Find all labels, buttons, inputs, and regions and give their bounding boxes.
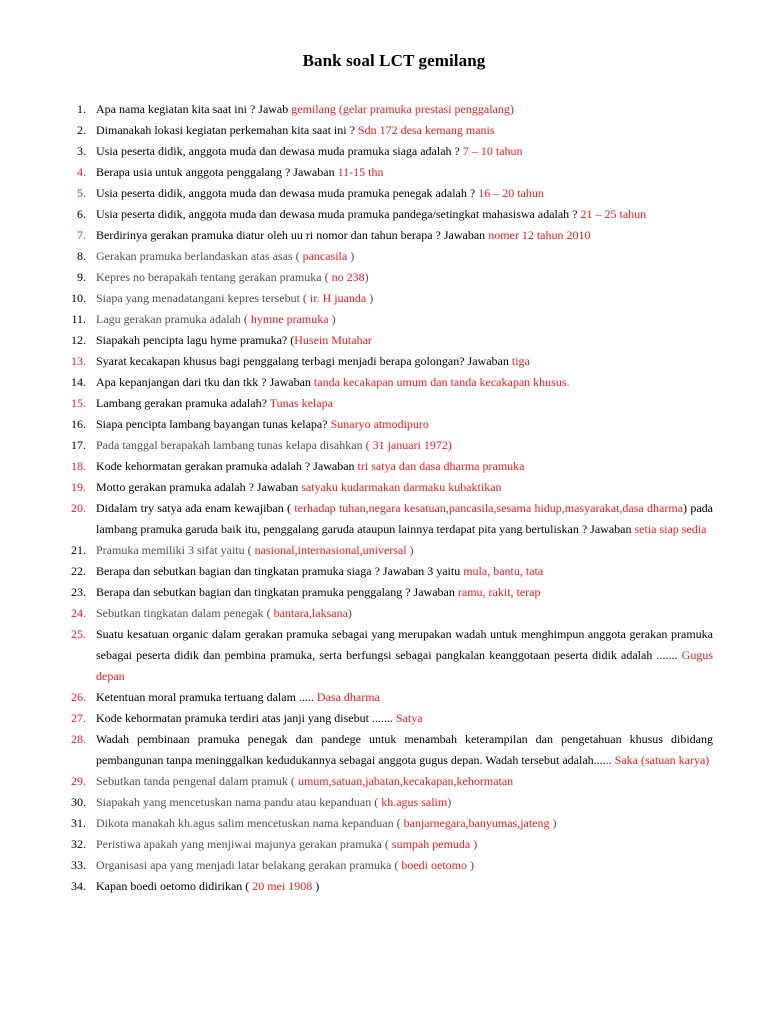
question-item — [0, 414, 768, 435]
answer-text: nasional,internasional,universal — [254, 543, 407, 557]
question-text-tail: ) — [466, 858, 474, 872]
question-item — [0, 120, 768, 141]
question-item — [0, 141, 768, 162]
question-text-tail: ) — [470, 837, 478, 851]
question-number: 12. — [71, 333, 86, 347]
question-item — [0, 456, 768, 477]
question-item — [0, 498, 768, 540]
question-item — [0, 687, 768, 708]
question-text-tail: ) — [364, 270, 369, 284]
answer-text: 16 – 20 tahun — [478, 186, 544, 200]
question-number: 18. — [71, 459, 86, 473]
question-text-tail: ) pada lambang pramuka garuda baik itu, penggalang garuda ataupun lainnya terdapat pita yang bertuliskan ? Jawaban — [96, 501, 713, 536]
question-text: Pramuka memiliki 3 sifat yaitu ( — [96, 543, 255, 557]
question-text: Dimanakah lokasi kegiatan perkemahan kita saat ini ? — [96, 123, 358, 137]
question-number: 25. — [71, 627, 86, 641]
question-text: Siapakah pencipta lagu hyme pramuka? ( — [96, 333, 295, 347]
answer-text: Satya — [395, 711, 423, 725]
answer-text: tiga — [511, 354, 530, 368]
answer-text: sumpah pemuda — [391, 837, 471, 851]
question-item — [0, 540, 768, 561]
question-number: 15. — [71, 396, 86, 410]
question-text-tail: ) — [347, 606, 352, 620]
question-item — [0, 876, 768, 897]
question-item — [0, 561, 768, 582]
question-text: Gerakan pramuka berlandaskan atas asas ( — [96, 249, 303, 263]
question-item — [0, 309, 768, 330]
answer-text: gemilang (gelar pramuka prestasi penggalang) — [291, 102, 514, 116]
question-number: 4. — [77, 165, 86, 179]
question-text: Wadah pembinaan pramuka penegak dan pandege untuk menambah keterampilan dan pengetahuan khusus dibidang pembangunan tanpa meninggalkan kedudukannya sebagai anggota gugus depan. Wadah tersebut adalah...... — [96, 732, 713, 767]
answer-text: Sunaryo atmodipuro — [330, 417, 429, 431]
question-text-tail: ) — [328, 312, 336, 326]
answer-text: ir. H juanda — [309, 291, 367, 305]
answer-text: tanda kecakapan umum dan tanda kecakapan khusus. — [313, 375, 570, 389]
answer-text: Dasa dharma — [316, 690, 380, 704]
question-text: Ketentuan moral pramuka tertuang dalam ..... — [96, 690, 317, 704]
question-text: Usia peserta didik, anggota muda dan dewasa muda pramuka siaga adalah ? — [96, 144, 463, 158]
question-number: 9. — [77, 270, 86, 284]
answer-text: Husein Mutahar — [294, 333, 372, 347]
question-text: Suatu kesatuan organic dalam gerakan pramuka sebagai yang merupakan wadah untuk menghimpun anggota gerakan pramuka sebagai peserta didik dan pembina pramuka, serta berfungsi sebagai pangkalan keanggotaan peserta didik adalah ....... — [96, 627, 713, 662]
answer-text: Saka (satuan karya) — [614, 753, 710, 767]
question-text: Sebutkan tanda pengenal dalam pramuk ( — [96, 774, 298, 788]
question-text: Usia peserta didik, anggota muda dan dewasa muda pramuka penegak adalah ? — [96, 186, 479, 200]
question-text: Organisasi apa yang menjadi latar belakang gerakan pramuka ( — [96, 858, 402, 872]
question-text-tail: ) — [549, 816, 557, 830]
question-number: 10. — [71, 291, 86, 305]
question-number: 2. — [77, 123, 86, 137]
answer-text-tail: setia siap sedia — [634, 522, 707, 536]
answer-text: nomer 12 tahun 2010 — [488, 228, 591, 242]
question-number: 5. — [77, 186, 86, 200]
question-number: 3. — [77, 144, 86, 158]
question-number: 11. — [71, 312, 86, 326]
answer-text: Gugus depan — [96, 648, 713, 683]
question-item — [0, 834, 768, 855]
question-text: Kode kehormatan gerakan pramuka adalah ? Jawaban — [96, 459, 358, 473]
question-text: Berapa dan sebutkan bagian dan tingkatan pramuka penggalang ? Jawaban — [96, 585, 458, 599]
question-item — [0, 771, 768, 792]
question-text-tail: ) — [406, 543, 414, 557]
question-number: 29. — [71, 774, 86, 788]
answer-text: tri satya dan dasa dharma pramuka — [357, 459, 525, 473]
question-item — [0, 225, 768, 246]
question-text: Dikota manakah kh.agus salim mencetuskan nama kepanduan ( — [96, 816, 404, 830]
question-text: Siapa yang menadatangani kepres tersebut ( — [96, 291, 310, 305]
answer-text: satyaku kudarmakan darmaku kubaktikan — [301, 480, 502, 494]
question-text: Berapa usia untuk anggota penggalang ? Jawaban — [96, 165, 338, 179]
question-number: 22. — [71, 564, 86, 578]
question-number: 14. — [71, 375, 86, 389]
question-text: Apa nama kegiatan kita saat ini ? Jawab — [96, 102, 292, 116]
question-text: Pada tanggal berapakah lambang tunas kelapa disahkan — [96, 438, 366, 452]
question-text: Siapakah yang mencetuskan nama pandu atau kepanduan ( — [96, 795, 382, 809]
question-text: Lambang gerakan pramuka adalah? — [96, 396, 270, 410]
answer-text: 11-15 thn — [337, 165, 384, 179]
question-item — [0, 351, 768, 372]
question-item — [0, 792, 768, 813]
answer-text: ( 31 januari 1972) — [365, 438, 452, 452]
question-number: 31. — [71, 816, 86, 830]
answer-text: boedi oetomo — [401, 858, 467, 872]
question-number: 19. — [71, 480, 86, 494]
question-number: 6. — [77, 207, 86, 221]
question-item — [0, 393, 768, 414]
question-item — [0, 624, 768, 687]
question-text: Berdirinya gerakan pramuka diatur oleh uu ri nomor dan tahun berapa ? Jawaban — [96, 228, 489, 242]
answer-text: 21 – 25 tahun — [580, 207, 647, 221]
question-number: 23. — [71, 585, 86, 599]
question-text: Apa kepanjangan dari tku dan tkk ? Jawaban — [96, 375, 314, 389]
question-item — [0, 813, 768, 834]
question-text: Motto gerakan pramuka adalah ? Jawaban — [96, 480, 302, 494]
question-number: 33. — [71, 858, 86, 872]
question-text: Kapan boedi oetomo didirikan ( — [96, 879, 253, 893]
question-item — [0, 267, 768, 288]
question-item — [0, 204, 768, 225]
question-text: Kepres no berapakah tentang gerakan pramuka ( — [96, 270, 332, 284]
question-item — [0, 330, 768, 351]
question-text: Kode kehormatan pramuka terdiri atas janji yang disebut ....... — [96, 711, 396, 725]
question-text: Lagu gerakan pramuka adalah ( — [96, 312, 251, 326]
question-text: Siapa pencipta lambang bayangan tunas kelapa? — [96, 417, 331, 431]
question-text: Berapa dan sebutkan bagian dan tingkatan pramuka siaga ? Jawaban 3 yaitu — [96, 564, 464, 578]
answer-text: bantara,laksana — [273, 606, 348, 620]
question-number: 30. — [71, 795, 86, 809]
answer-text: kh.agus salim — [381, 795, 448, 809]
question-number: 16. — [71, 417, 86, 431]
question-number: 26. — [71, 690, 86, 704]
question-number: 7. — [77, 228, 86, 242]
document-title: Bank soal LCT gemilang — [302, 51, 486, 70]
question-item — [0, 435, 768, 456]
question-text: Peristiwa apakah yang menjiwai majunya gerakan pramuka ( — [96, 837, 392, 851]
answer-text: hymne pramuka — [250, 312, 329, 326]
question-item — [0, 99, 768, 120]
question-item — [0, 729, 768, 771]
question-text: Sebutkan tingkatan dalam penegak ( — [96, 606, 274, 620]
answer-text: pancasila — [302, 249, 348, 263]
answer-text: umum,satuan,jabatan,kecakapan,kehormatan — [297, 774, 514, 788]
answer-text: Tunas kelapa — [269, 396, 333, 410]
question-text-tail: ) — [312, 879, 320, 893]
answer-text: Sdn 172 desa kemang manis — [357, 123, 495, 137]
question-item — [0, 477, 768, 498]
question-number: 24. — [71, 606, 86, 620]
question-item — [0, 582, 768, 603]
question-number: 21. — [71, 543, 86, 557]
question-number: 8. — [77, 249, 86, 263]
question-text-tail: ) — [366, 291, 374, 305]
answer-text: 7 – 10 tahun — [462, 144, 523, 158]
question-item — [0, 246, 768, 267]
question-item — [0, 183, 768, 204]
question-item — [0, 288, 768, 309]
question-item — [0, 708, 768, 729]
question-number: 1. — [77, 102, 86, 116]
question-item — [0, 162, 768, 183]
answer-text: 20 mei 1908 — [252, 879, 313, 893]
answer-text: mula, bantu, tata — [463, 564, 544, 578]
answer-text: ramu, rakit, terap — [457, 585, 541, 599]
question-number: 28. — [71, 732, 86, 746]
question-number: 20. — [71, 501, 86, 515]
question-item — [0, 372, 768, 393]
question-number: 13. — [71, 354, 86, 368]
question-text: Syarat kecakapan khusus bagi penggalang terbagi menjadi berapa golongan? Jawaban — [96, 354, 512, 368]
question-number: 17. — [71, 438, 86, 452]
question-list — [0, 99, 768, 897]
question-number: 27. — [71, 711, 86, 725]
question-text: Usia peserta didik, anggota muda dan dewasa muda pramuka pandega/setingkat mahasiswa adalah ? — [96, 207, 581, 221]
question-number: 34. — [71, 879, 86, 893]
answer-text: terhadap tuhan,negara kesatuan,pancasila,sesama hidup,masyarakat,dasa dharma — [294, 501, 684, 515]
question-text-tail: ) — [447, 795, 452, 809]
question-text: Didalam try satya ada enam kewajiban ( — [96, 501, 295, 515]
answer-text: banjarnegara,banyumas,jateng — [403, 816, 550, 830]
question-item — [0, 855, 768, 876]
question-item — [0, 603, 768, 624]
question-text-tail: ) — [347, 249, 355, 263]
question-number: 32. — [71, 837, 86, 851]
answer-text: no 238 — [331, 270, 365, 284]
